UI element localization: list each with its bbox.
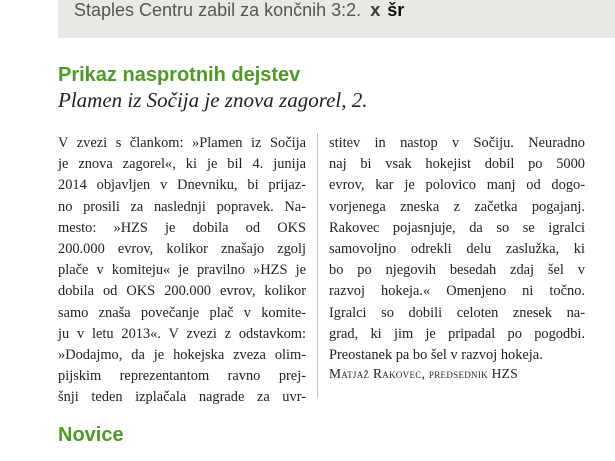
body-line: 2014 objavljen v Dnevniku, bi prijaz- xyxy=(58,177,306,194)
body-line: evrov, kar je polovico manj od dogo- xyxy=(329,177,585,194)
article-title: Plamen iz Sočija je znova zagorel, 2. xyxy=(58,88,368,112)
novice-section-title: Novice xyxy=(58,424,124,446)
body-line: samovoljno odrekli delu zaslužka, ki xyxy=(329,240,585,257)
teaser-line xyxy=(74,0,404,20)
body-line: Igralci so dobili celoten znesek na- xyxy=(329,304,585,321)
teaser-author-tag: šr xyxy=(387,0,405,20)
body-line: grad, ki jim je pripadal po pogodbi. xyxy=(329,325,585,342)
body-line: 200.000 evrov, kolikor znašajo zgolj xyxy=(58,240,306,257)
body-line: Rakovec pojasnjuje, da so se igralci xyxy=(329,219,585,236)
teaser-x-mark: x xyxy=(370,0,381,20)
body-line: dobila od OKS 200.000 evrov, kolikor xyxy=(58,283,306,300)
body-line: je znova zagorel«, ki je bil 4. junija xyxy=(58,156,306,173)
body-line: bo po njegovih besedah zdaj šel v xyxy=(329,262,585,279)
article-body-left-column xyxy=(58,133,306,408)
column-divider xyxy=(317,133,318,398)
body-line: vorjenega zneska z začetka pogajanj. xyxy=(329,198,585,215)
body-line: šnji teden izplačala nagrade za uvr- xyxy=(58,389,306,406)
section-title: Prikaz nasprotnih dejstev xyxy=(58,64,301,86)
body-line: samo znaša povečanje plač v komite- xyxy=(58,304,306,321)
body-line: V zvezi s člankom: »Plamen iz Sočija xyxy=(58,135,306,151)
body-line: ju v letu 2013«. V zvezi z odstavkom: xyxy=(58,325,306,342)
body-line: naj bi vsak hokejist dobil po 5000 xyxy=(329,156,585,173)
body-line: Preostanek pa bo šel v razvoj hokeja. xyxy=(329,346,543,363)
article-signature: Matjaž Rakovec, predsednik HZS xyxy=(329,366,519,381)
body-line: razvoj hokeja.« Omenjeno ni točno. xyxy=(329,283,585,300)
body-line: no prosili za naslednji popravek. Na- xyxy=(58,198,306,215)
body-line: pijskim reprezentantom ravno prej- xyxy=(58,368,306,385)
body-line: stitev in nastop v Sočiju. Neuradno xyxy=(329,135,585,151)
body-line: plače v komiteju« je pravilno »HZS je xyxy=(58,262,306,279)
teaser-text: Staples Centru zabil za končnih 3:2. xyxy=(74,0,362,20)
body-line: »Dodajmo, da je hokejska zveza olim- xyxy=(58,346,306,363)
body-line: mesto: »HZS je dobila od OKS xyxy=(58,219,306,236)
article-body-right-column xyxy=(329,133,585,366)
